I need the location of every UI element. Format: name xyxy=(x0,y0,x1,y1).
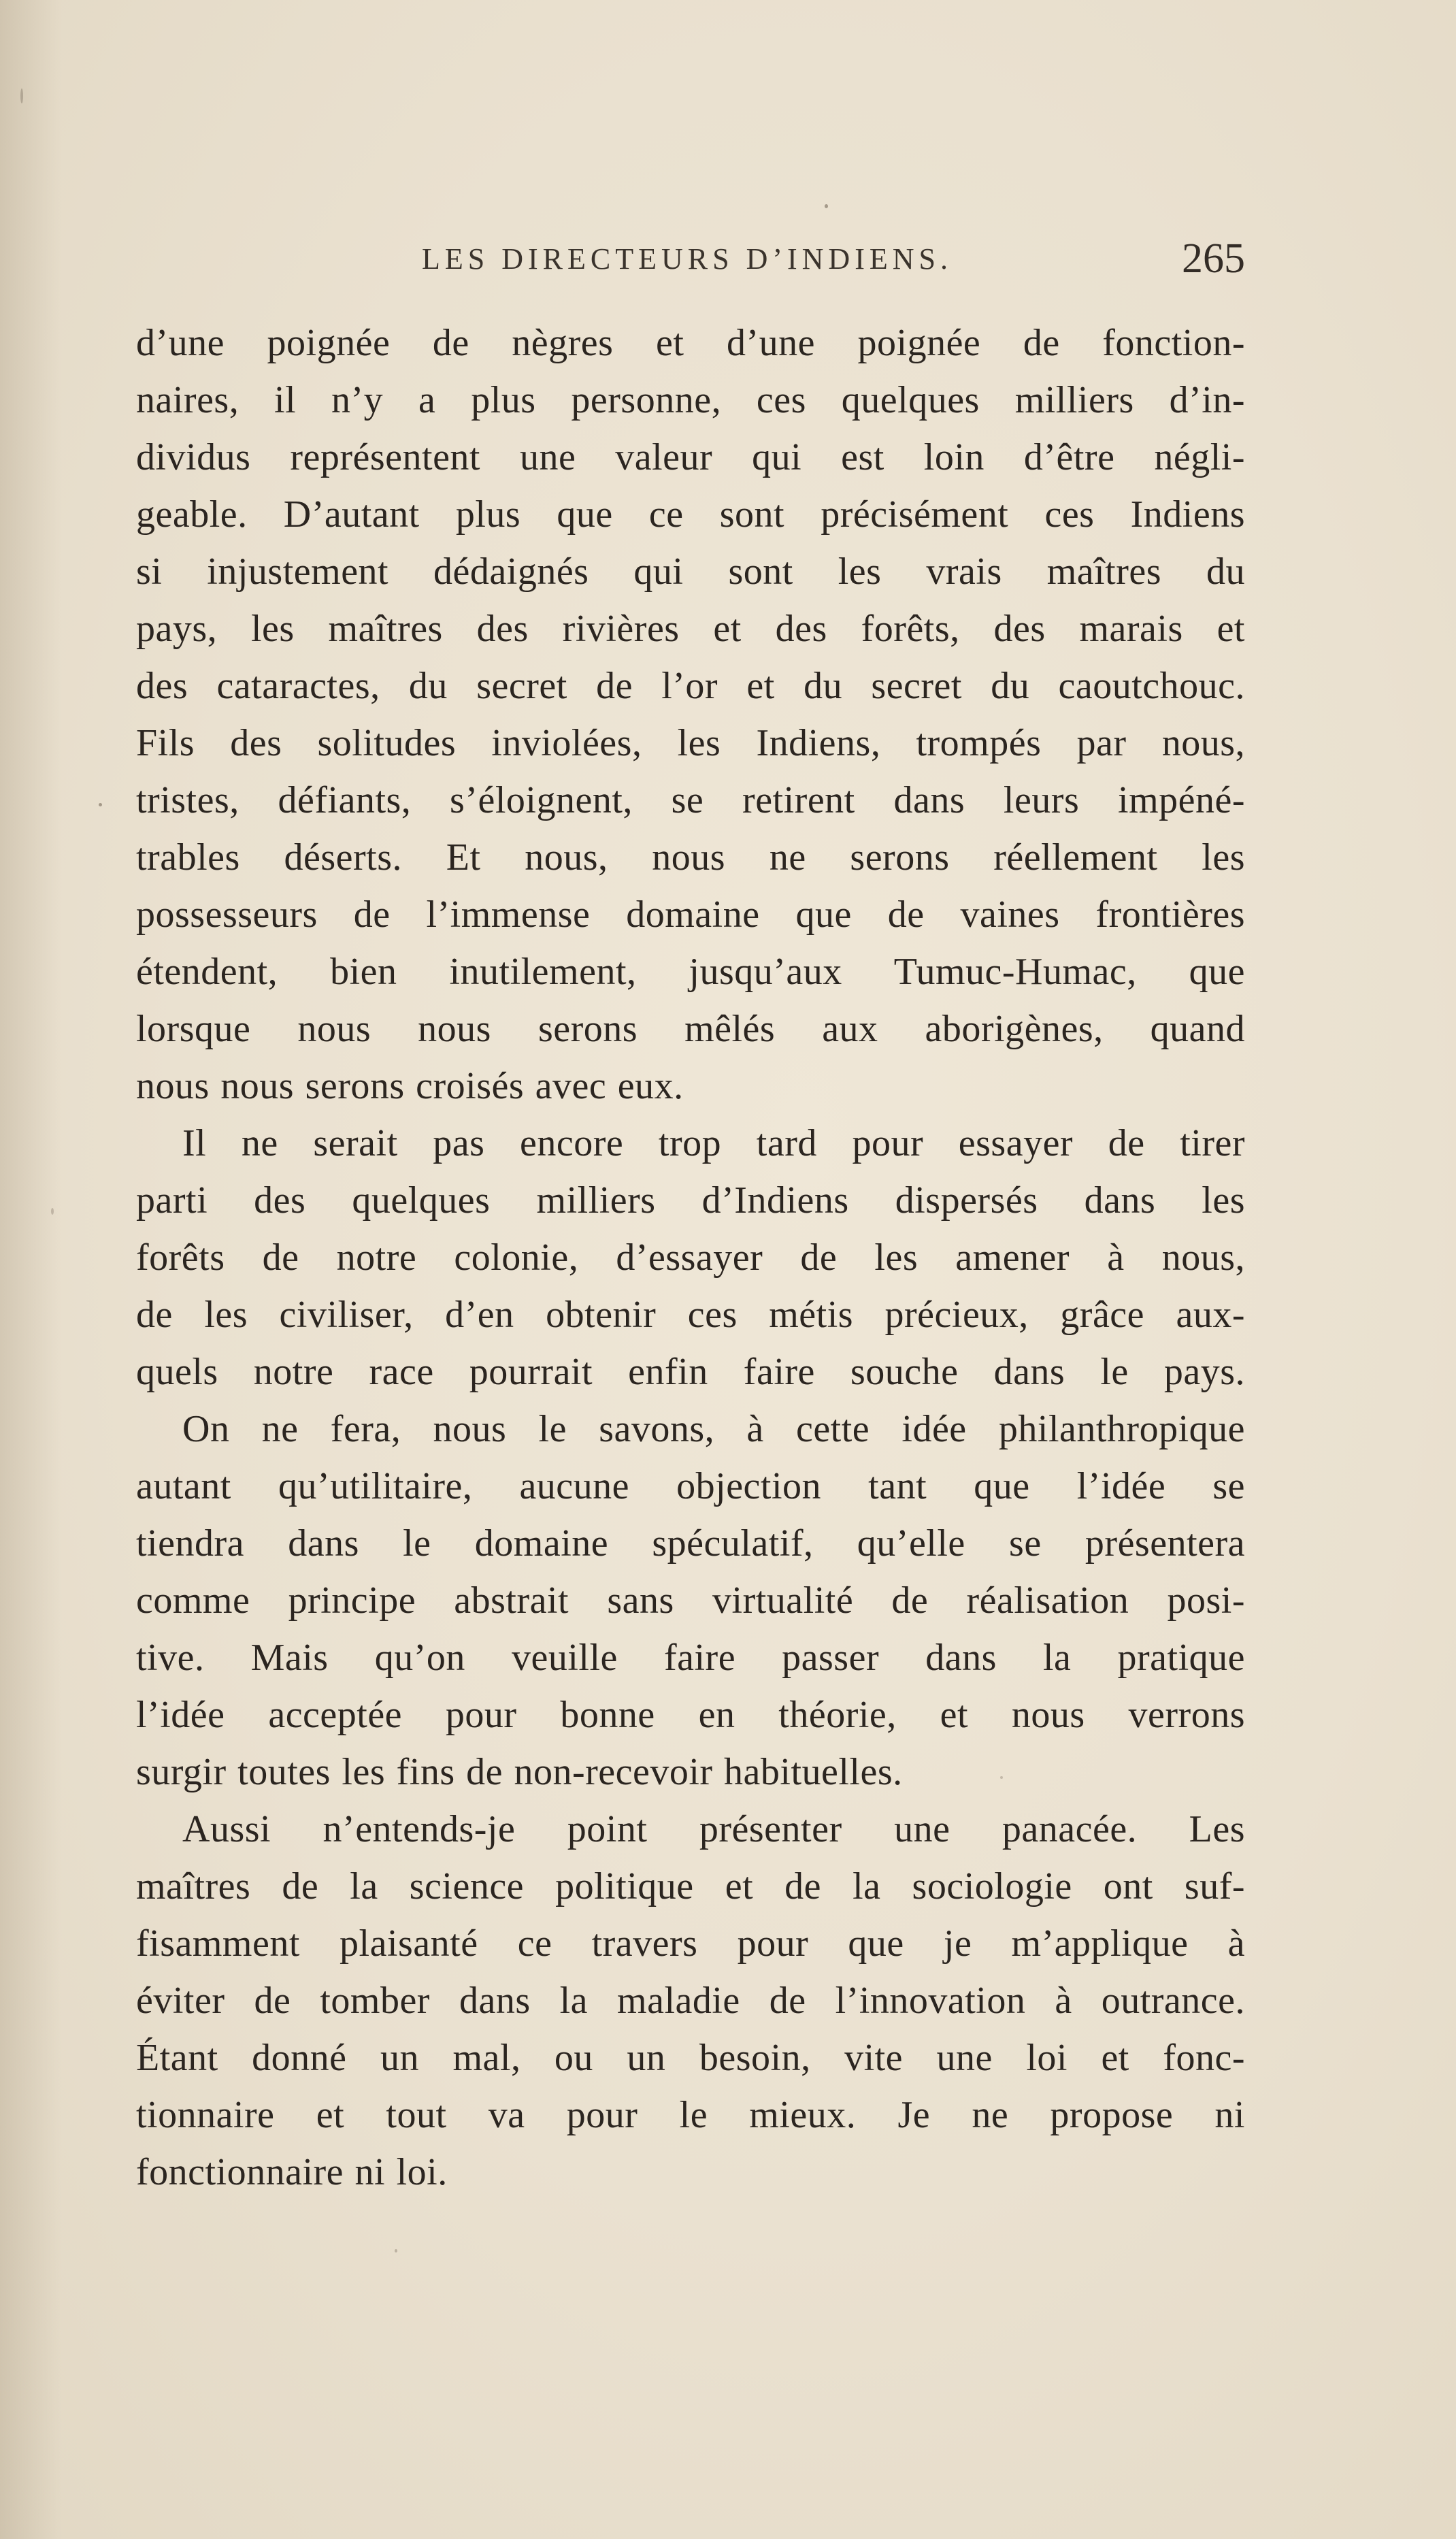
paper-speck xyxy=(51,1208,54,1215)
text-line: fisamment plaisanté ce travers pour que je m’applique à xyxy=(136,1922,1245,1965)
text-line: geable. D’autant plus que ce sont précisément ces Indiens xyxy=(136,493,1245,536)
text-line: tionnaire et tout va pour le mieux. Je ne propose ni xyxy=(136,2094,1245,2136)
text-line: éviter de tomber dans la maladie de l’innovation à outrance. xyxy=(136,1980,1245,2022)
page-edge-shadow xyxy=(0,0,61,2539)
text-line: tristes, défiants, s’éloignent, se retirent dans leurs impéné- xyxy=(136,779,1245,821)
paragraph-start-line: On ne fera, nous le savons, à cette idée philanthropique xyxy=(182,1408,1245,1450)
paper-speck xyxy=(1000,1776,1003,1779)
text-line: autant qu’utilitaire, aucune objection tant que l’idée se xyxy=(136,1465,1245,1507)
text-line: trables déserts. Et nous, nous ne serons réellement les xyxy=(136,836,1245,879)
text-line: lorsque nous nous serons mêlés aux aborigènes, quand xyxy=(136,1008,1245,1050)
text-line: surgir toutes les fins de non-recevoir habituelles. xyxy=(136,1751,903,1793)
text-line: parti des quelques milliers d’Indiens dispersés dans les xyxy=(136,1179,1245,1222)
text-line: tiendra dans le domaine spéculatif, qu’elle se présentera xyxy=(136,1522,1245,1565)
text-line: quels notre race pourrait enfin faire souche dans le pays. xyxy=(136,1351,1245,1393)
running-title: LES DIRECTEURS D’INDIENS. xyxy=(422,242,953,276)
paper-speck xyxy=(20,88,23,103)
text-line: fonctionnaire ni loi. xyxy=(136,2151,448,2193)
text-line: d’une poignée de nègres et d’une poignée de fonction- xyxy=(136,322,1245,364)
text-line: si injustement dédaignés qui sont les vrais maîtres du xyxy=(136,551,1245,593)
text-line: comme principe abstrait sans virtualité de réalisation posi- xyxy=(136,1579,1245,1622)
paragraph-start-line: Il ne serait pas encore trop tard pour essayer de tirer xyxy=(182,1122,1245,1164)
text-line: nous nous serons croisés avec eux. xyxy=(136,1065,684,1107)
text-line: pays, les maîtres des rivières et des forêts, des marais et xyxy=(136,608,1245,650)
text-line: l’idée acceptée pour bonne en théorie, et nous verrons xyxy=(136,1694,1245,1736)
page-number: 265 xyxy=(1182,235,1245,282)
text-line: possesseurs de l’immense domaine que de vaines frontières xyxy=(136,894,1245,936)
page-header xyxy=(136,235,1245,289)
text-line: naires, il n’y a plus personne, ces quelques milliers d’in- xyxy=(136,379,1245,421)
text-line: dividus représentent une valeur qui est loin d’être négli- xyxy=(136,436,1245,478)
text-line: forêts de notre colonie, d’essayer de les amener à nous, xyxy=(136,1236,1245,1279)
text-line: des cataractes, du secret de l’or et du secret du caoutchouc. xyxy=(136,665,1245,707)
text-line: Étant donné un mal, ou un besoin, vite une loi et fonc- xyxy=(136,2037,1245,2079)
text-line: Fils des solitudes inviolées, les Indiens, trompés par nous, xyxy=(136,722,1245,764)
paper-speck xyxy=(395,2249,397,2253)
text-line: maîtres de la science politique et de la sociologie ont suf- xyxy=(136,1865,1245,1907)
paragraph-start-line: Aussi n’entends-je point présenter une panacée. Les xyxy=(182,1808,1245,1850)
text-line: étendent, bien inutilement, jusqu’aux Tumuc-Humac, que xyxy=(136,951,1245,993)
text-line: de les civiliser, d’en obtenir ces métis précieux, grâce aux- xyxy=(136,1294,1245,1336)
body-text xyxy=(136,314,1245,2201)
paper-speck xyxy=(99,803,102,806)
text-line: tive. Mais qu’on veuille faire passer dans la pratique xyxy=(136,1637,1245,1679)
paper-speck xyxy=(825,204,828,208)
